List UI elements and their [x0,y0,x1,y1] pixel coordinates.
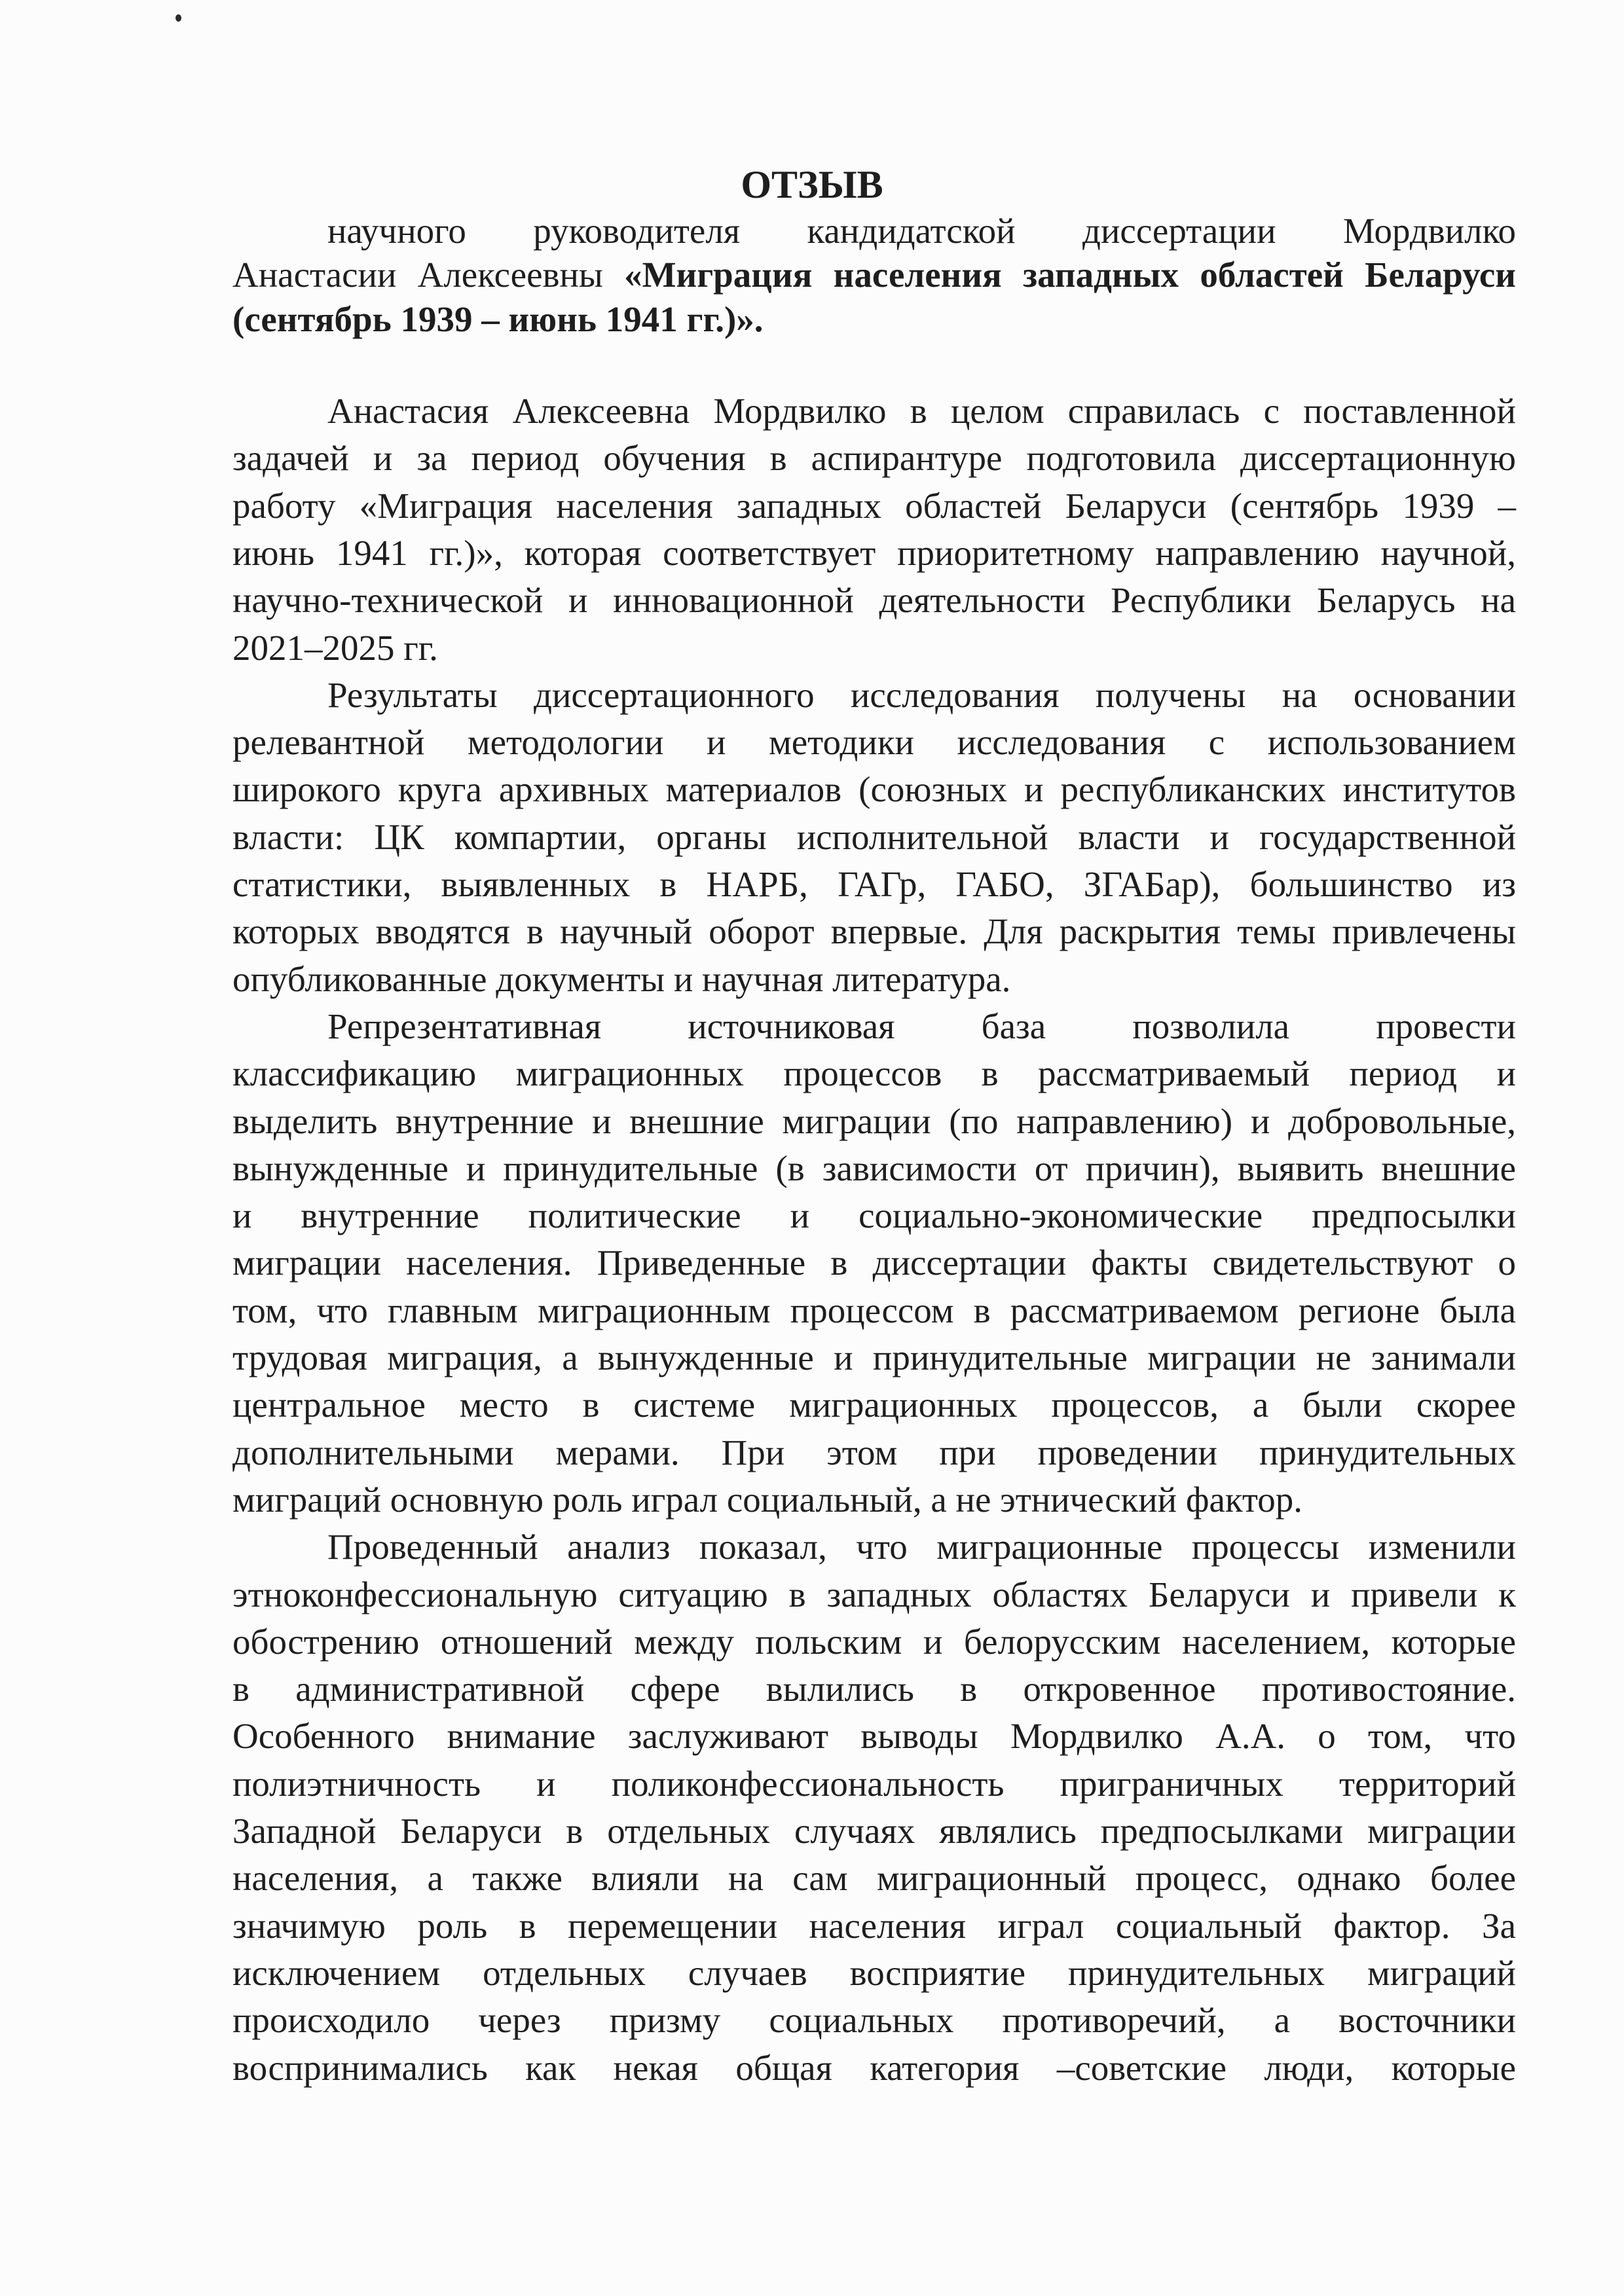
text-line: задачей и за период обучения в аспирантуре подготовила диссертационную [232,438,1516,478]
text-line: Репрезентативная источниковая база позволила провести [327,1006,1516,1046]
text-line: широкого круга архивных материалов (союзных и республиканских институтов [232,769,1516,809]
heading-line-3: (сентябрь 1939 – июнь 1941 гг.)». [232,299,764,339]
text-line: работу «Миграция населения западных областей Беларуси (сентябрь 1939 – [232,486,1516,526]
text-line: статистики, выявленных в НАРБ, ГАГр, ГАБО, ЗГАБар), большинство из [232,864,1516,904]
text-line: 2021–2025 гг. [232,628,438,668]
text-line: дополнительными мерами. При этом при проведении принудительных [232,1432,1516,1472]
text-line: Западной Беларуси в отдельных случаях являлись предпосылками миграции [232,1811,1516,1851]
text-line: трудовая миграция, а вынужденные и принудительные миграции не занимали [232,1338,1516,1377]
text-line: миграции населения. Приведенные в диссертации факты свидетельствуют о [232,1243,1516,1283]
heading-thesis-title: «Миграция населения западных областей Беларуси [624,255,1516,295]
text-line: в административной сфере вылились в откровенное противостояние. [232,1669,1516,1709]
text-line: которых вводятся в научный оборот впервые. Для раскрытия темы привлечены [232,911,1516,951]
text-line: населения, а также влияли на сам миграционный процесс, однако более [232,1858,1516,1898]
text-line: классификацию миграционных процессов в рассматриваемый период и [232,1053,1516,1093]
text-line: центральное место в системе миграционных процессов, а были скорее [232,1385,1516,1425]
document-title: ОТЗЫВ [741,163,883,206]
text-line: этноконфессиональную ситуацию в западных областях Беларуси и привели к [232,1575,1516,1614]
text-line: научно-технической и инновационной деятельности Республики Беларусь на [232,580,1516,620]
text-line: Анастасия Алексеевна Мордвилко в целом справилась с поставленной [327,391,1516,431]
text-line: Проведенный анализ показал, что миграционные процессы изменили [327,1527,1516,1567]
text-line: и внутренние политические и социально-экономические предпосылки [232,1195,1516,1235]
text-line: воспринимались как некая общая категория –советские люди, которые [232,2048,1516,2088]
text-line: исключением отдельных случаев восприятие принудительных миграций [232,1953,1516,1993]
heading-author: Анастасии Алексеевны [232,255,625,295]
text-line: значимую роль в перемещении населения играл социальный фактор. За [232,1906,1516,1946]
heading-line-1: научного руководителя кандидатской диссертации Мордвилко [327,211,1516,251]
text-line: обострению отношений между польским и белорусским населением, которые [232,1622,1516,1662]
text-line: июнь 1941 гг.)», которая соответствует приоритетному направлению научной, [232,533,1516,573]
text-line: миграций основную роль играл социальный, а не этнический фактор. [232,1480,1302,1520]
text-line: том, что главным миграционным процессом в рассматриваемом регионе была [232,1290,1516,1330]
text-line: власти: ЦК компартии, органы исполнительной власти и государственной [232,817,1516,857]
text-line: Особенного внимание заслуживают выводы Мордвилко А.А. о том, что [232,1716,1516,1756]
scan-speck [175,14,181,22]
text-line: происходило через призму социальных противоречий, а восточники [232,2000,1516,2040]
text-line: выделить внутренние и внешние миграции (по направлению) и добровольные, [232,1101,1516,1141]
heading-line-2 [232,251,1516,299]
text-line: полиэтничность и поликонфессиональность приграничных территорий [232,1764,1516,1804]
text-line: релевантной методологии и методики исследования с использованием [232,722,1516,762]
text-line: Результаты диссертационного исследования получены на основании [327,675,1516,715]
text-line: вынужденные и принудительные (в зависимости от причин), выявить внешние [232,1148,1516,1188]
text-line: опубликованные документы и научная литература. [232,959,1011,999]
